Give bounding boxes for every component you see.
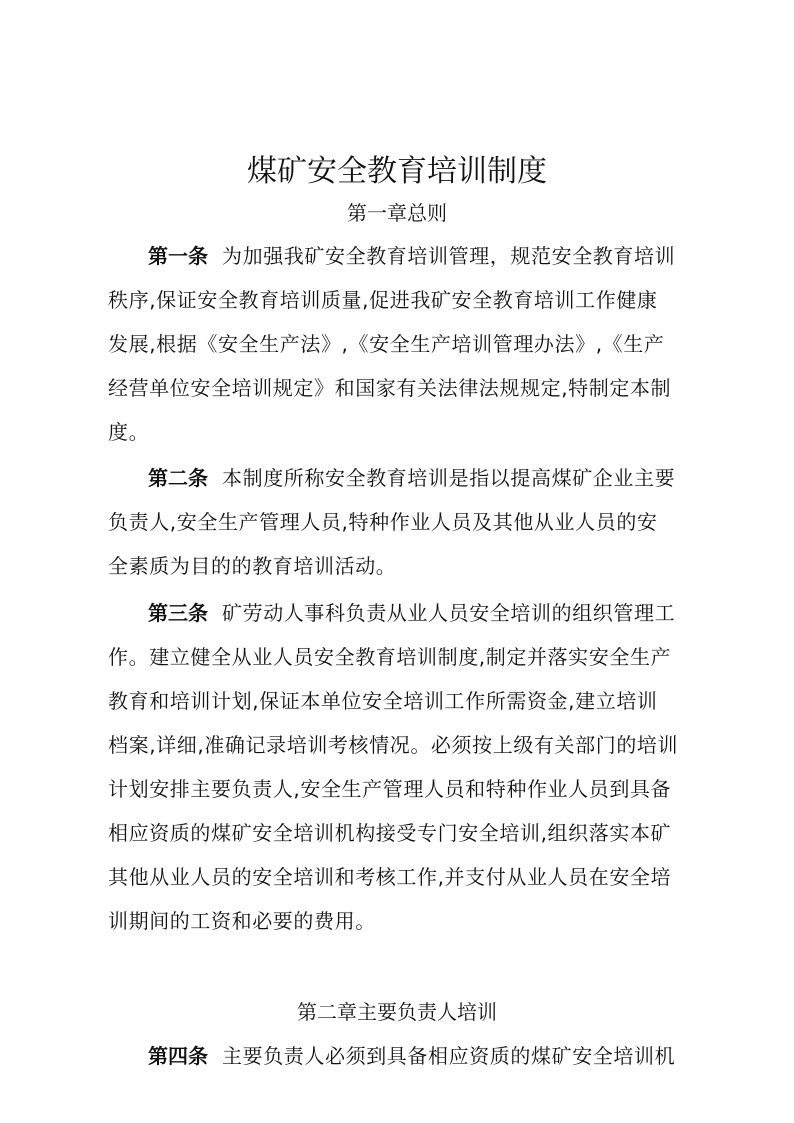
article-label: 第二条 [148, 466, 208, 490]
paragraph-line [108, 591, 698, 635]
paragraph-line: 经营单位安全培训规定》和国家有关法律法规规定,特制定本制 [108, 376, 672, 400]
paragraph-line: 相应资质的煤矿安全培训机构接受专门安全培训,组织落实本矿 [108, 821, 672, 845]
chapter-1-title: 第一章总则 [347, 201, 447, 225]
paragraph-line [108, 456, 698, 500]
paragraph-line: 计划安排主要负责人,安全生产管理人员和特种作业人员到具备 [108, 777, 672, 801]
paragraph-text: 矿劳动人事科负责从业人员安全培训的组织管理工 [222, 601, 676, 625]
paragraph-line: 教育和培训计划,保证本单位安全培训工作所需资金,建立培训 [108, 689, 658, 713]
article-2 [108, 456, 698, 588]
paragraph-text: 主要负责人必须到具备相应资质的煤矿安全培训机 [222, 1044, 676, 1068]
paragraph-line: 负责人,安全生产管理人员,特种作业人员及其他从业人员的安 [108, 510, 658, 534]
paragraph-line: 作。建立健全从业人员安全教育培训制度,制定并落实安全生产 [108, 645, 672, 669]
paragraph-text: 本制度所称安全教育培训是指以提高煤矿企业主要 [222, 466, 676, 490]
article-1 [108, 234, 698, 454]
article-3 [108, 591, 698, 943]
paragraph-line [108, 234, 698, 278]
paragraph-line [108, 1034, 698, 1078]
paragraph-line: 发展,根据《安全生产法》,《安全生产培训管理办法》,《生产 [108, 332, 665, 356]
paragraph-line: 训期间的工资和必要的费用。 [108, 909, 376, 933]
paragraph-text: 为加强我矿安全教育培训管理，规范安全教育培训 [222, 244, 676, 268]
article-label: 第三条 [148, 601, 208, 625]
article-label: 第四条 [148, 1044, 208, 1068]
paragraph-line: 其他从业人员的安全培训和考核工作,并支付从业人员在安全培 [108, 865, 672, 889]
document-title: 煤矿安全教育培训制度 [247, 154, 547, 189]
article-label: 第一条 [148, 244, 208, 268]
paragraph-line: 档案,详细,准确记录培训考核情况。必须按上级有关部门的培训 [108, 733, 679, 757]
article-4 [108, 1034, 698, 1078]
paragraph-line: 秩序,保证安全教育培训质量,促进我矿安全教育培训工作健康 [108, 288, 658, 312]
paragraph-line: 全素质为目的的教育培训活动。 [108, 554, 397, 578]
paragraph-line: 度。 [108, 420, 150, 444]
chapter-2-title: 第二章主要负责人培训 [297, 1000, 497, 1024]
